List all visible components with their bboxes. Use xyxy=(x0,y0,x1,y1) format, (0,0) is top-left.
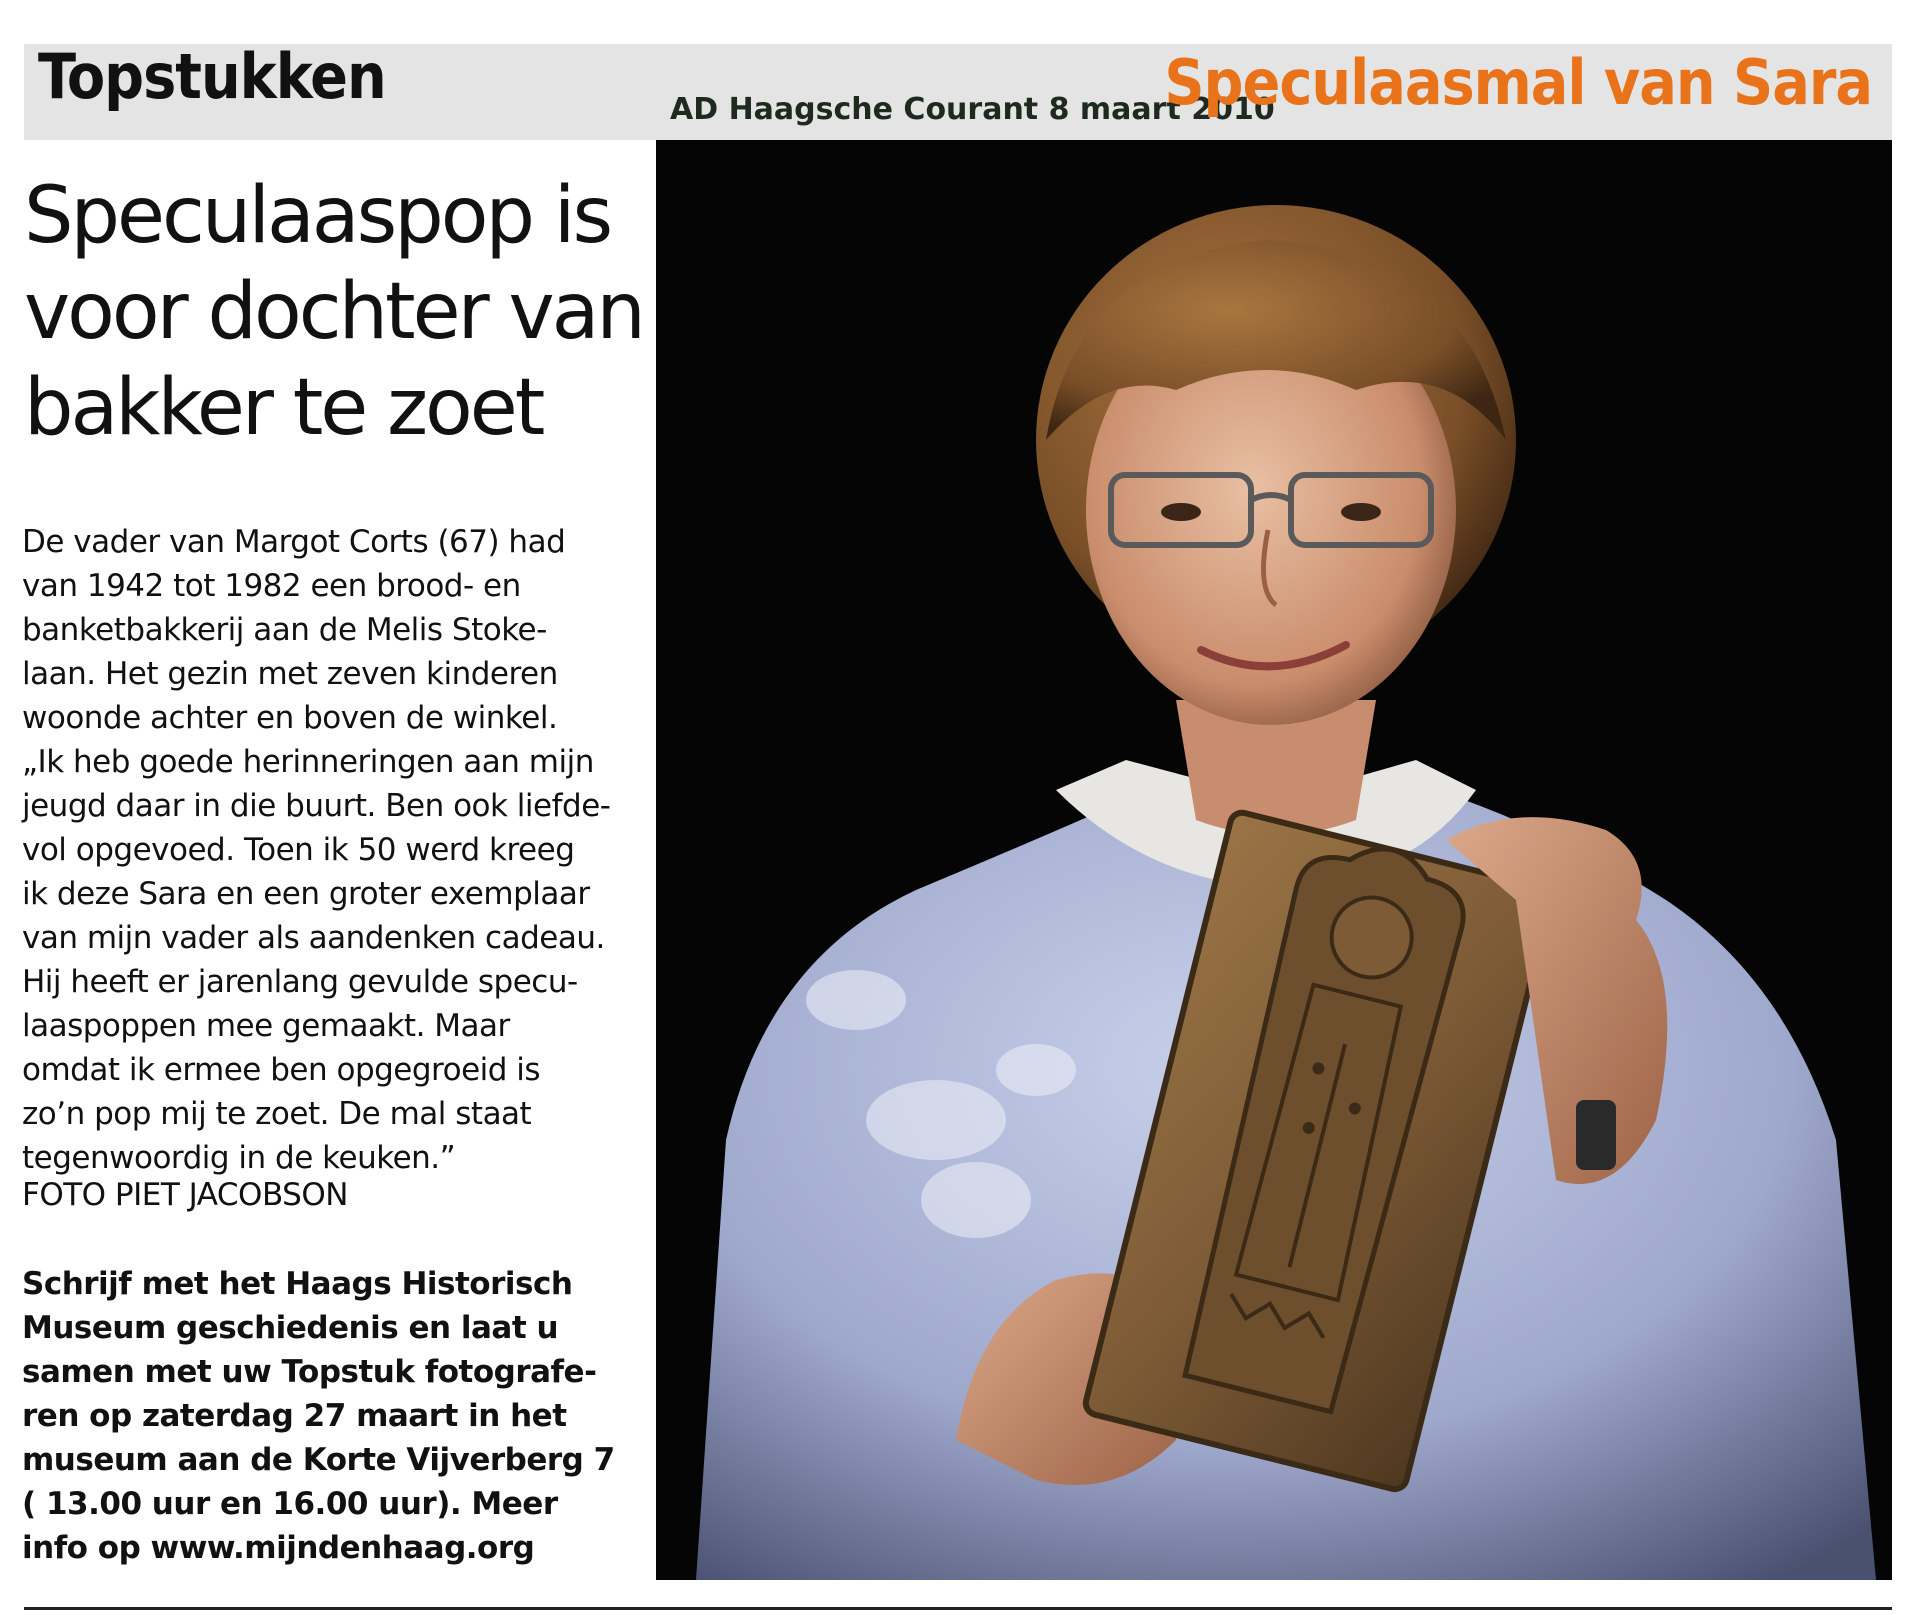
headline xyxy=(24,168,644,456)
headline-line: bakker te zoet xyxy=(24,363,543,453)
footer-rule xyxy=(24,1607,1892,1610)
headline-line: Speculaaspop is xyxy=(24,171,611,261)
museum-callout: Schrijf met het Haags Historisch Museum geschiedenis en laat u samen met uw Topstuk fotografe- ren op zaterdag 27 maart in het museum aan de Korte Vijverberg 7 ( 13.00 uur en 16.00 uur). Meer info op www.mijndenhaag.org xyxy=(22,1266,615,1566)
section-label: Topstukken xyxy=(38,40,386,113)
photo-credit: FOTO PIET JACOBSON xyxy=(22,1177,348,1213)
headline-line: voor dochter van xyxy=(24,267,643,357)
article-body: De vader van Margot Corts (67) had van 1942 tot 1982 een brood- en banketbakkerij aan de Melis Stoke- laan. Het gezin met zeven kinderen woonde achter en boven de winkel. „Ik heb goede herinneringen aan mijn jeugd daar in die buurt. Ben ook liefde- vol opgevoed. Toen ik 50 werd kreeg ik deze Sara en een groter exemplaar van mijn vader als aandenken cadeau. Hij heeft er jarenlang gevulde specu- laaspoppen mee gemaakt. Maar omdat ik ermee ben opgegroeid is zo’n pop mij te zoet. De mal staat tegenwoordig in de keuken.” xyxy=(22,524,611,1176)
source-line: AD Haagsche Courant 8 maart 2010 xyxy=(670,92,1275,127)
portrait-photo xyxy=(656,140,1892,1580)
photo-title: Speculaasmal van Sara xyxy=(1164,46,1872,119)
portrait-illustration xyxy=(656,140,1892,1580)
